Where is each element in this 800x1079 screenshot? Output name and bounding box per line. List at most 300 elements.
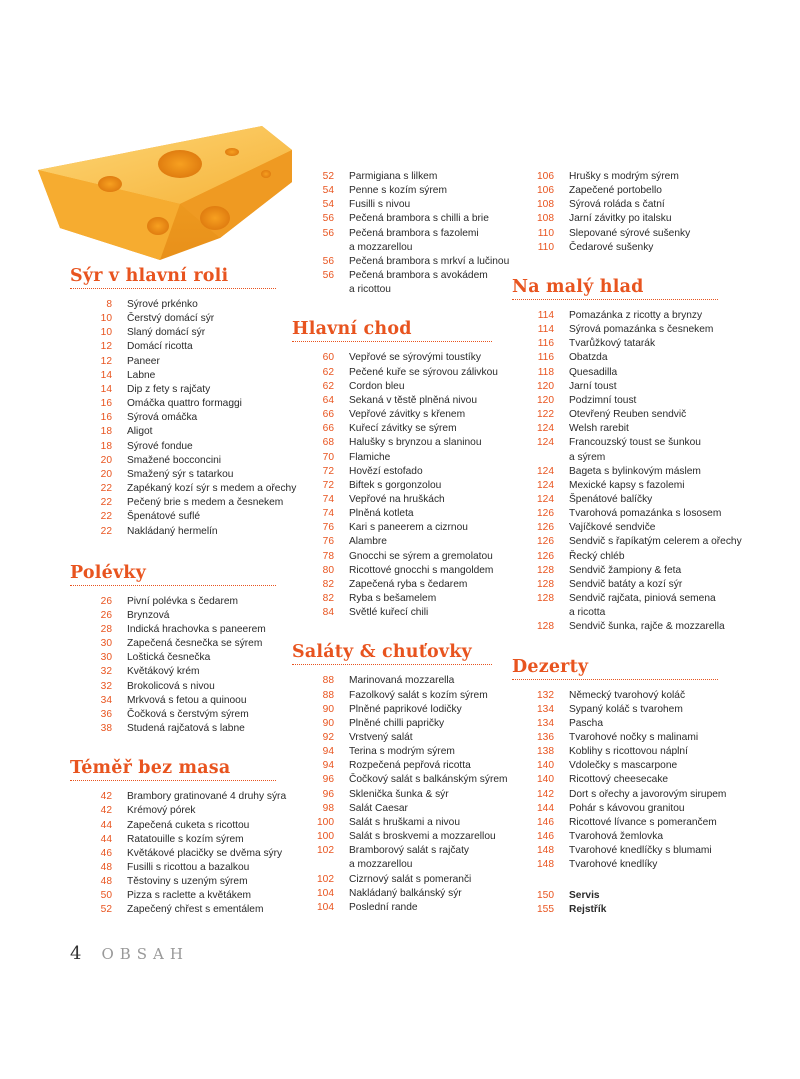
toc-entry[interactable] xyxy=(512,366,718,380)
toc-entry[interactable] xyxy=(512,507,722,521)
page-reference: 126 xyxy=(537,522,554,534)
recipe-title: Zapékaný kozí sýr s medem a ořechy xyxy=(127,483,297,495)
toc-entry[interactable] xyxy=(512,394,718,408)
toc-entry[interactable] xyxy=(512,759,718,773)
page-reference: 30 xyxy=(100,652,112,664)
toc-entry[interactable] xyxy=(512,745,718,759)
page-reference: 126 xyxy=(537,536,554,548)
recipe-title: Sýrová pomazánka s česnekem xyxy=(569,324,714,336)
toc-entry[interactable] xyxy=(292,816,492,830)
page-reference: 26 xyxy=(100,595,112,607)
page-reference: 74 xyxy=(322,508,334,520)
toc-section xyxy=(70,758,287,917)
page-reference: 122 xyxy=(537,409,554,421)
toc-entry[interactable] xyxy=(512,731,718,745)
toc-entry[interactable] xyxy=(292,408,492,422)
recipe-title: Fazolkový salát s kozím sýrem xyxy=(349,689,488,701)
page-reference: 42 xyxy=(100,791,112,803)
page-reference: 12 xyxy=(100,355,112,367)
toc-entry[interactable] xyxy=(292,759,492,773)
recipe-title: Pečený brie s medem a česnekem xyxy=(127,497,284,509)
recipe-title: Kuřecí závitky se sýrem xyxy=(349,423,457,435)
toc-entry[interactable] xyxy=(512,198,718,212)
toc-entry[interactable] xyxy=(512,816,718,830)
page-reference: 16 xyxy=(100,398,112,410)
page-reference: 54 xyxy=(322,185,334,197)
toc-entry[interactable] xyxy=(70,383,276,397)
recipe-title: Slaný domácí sýr xyxy=(127,327,206,339)
recipe-title: Parmigiana s lilkem xyxy=(349,171,438,182)
toc-entry[interactable] xyxy=(70,468,276,482)
toc-entry[interactable] xyxy=(292,887,492,901)
toc-entry[interactable] xyxy=(512,323,718,337)
toc-entry[interactable] xyxy=(70,790,287,804)
recipe-title: Brambory gratinované 4 druhy sýra xyxy=(127,791,287,803)
toc-entry[interactable] xyxy=(512,703,718,717)
toc-entry[interactable] xyxy=(512,903,718,917)
recipe-title: Salát s broskvemi a mozzarellou xyxy=(349,831,496,843)
toc-entry[interactable] xyxy=(70,355,276,369)
toc-entry[interactable] xyxy=(70,623,276,637)
toc-entry[interactable] xyxy=(292,493,492,507)
page-reference: 90 xyxy=(322,703,334,715)
page-reference: 148 xyxy=(537,859,554,871)
toc-entry[interactable] xyxy=(70,496,284,510)
recipe-title: Tvarůžkový tatarák xyxy=(569,338,656,350)
recipe-title: Quesadilla xyxy=(569,366,618,378)
page-reference: 76 xyxy=(322,522,334,534)
toc-entry[interactable] xyxy=(292,578,492,592)
toc-entry[interactable] xyxy=(512,802,718,816)
recipe-title: Brokolicová s nivou xyxy=(127,680,215,692)
toc-entry[interactable] xyxy=(292,606,492,620)
recipe-title: Brynzová xyxy=(127,609,170,621)
toc-entry[interactable] xyxy=(512,717,718,731)
toc-entry[interactable] xyxy=(292,535,492,549)
toc-entry[interactable] xyxy=(292,170,492,184)
section-heading: Téměř bez masa xyxy=(70,758,276,781)
recipe-title: Welsh rarebit xyxy=(569,423,629,435)
page-reference: 124 xyxy=(537,437,554,449)
recipe-title: Ricottové gnocchi s mangoldem xyxy=(349,564,494,576)
toc-entry[interactable] xyxy=(292,592,492,606)
toc-entry[interactable] xyxy=(70,722,276,736)
page-reference: 72 xyxy=(322,465,334,477)
page-reference: 118 xyxy=(537,366,554,378)
toc-entry[interactable] xyxy=(70,369,276,383)
page-reference: 96 xyxy=(322,788,334,800)
recipe-title: Tvarohové knedlíky xyxy=(569,859,658,871)
toc-entry[interactable] xyxy=(512,844,718,858)
recipe-title: Smažený sýr s tatarkou xyxy=(127,468,234,480)
recipe-title: Cizrnový salát s pomeranči xyxy=(349,873,472,885)
toc-entry[interactable] xyxy=(512,309,718,323)
page-reference: 124 xyxy=(537,479,554,491)
page-reference: 146 xyxy=(537,816,554,828)
recipe-title: Pečená brambora s fazolemi xyxy=(349,227,479,239)
recipe-title: Terina s modrým sýrem xyxy=(349,746,455,758)
toc-entry[interactable] xyxy=(292,241,492,255)
page-reference: 82 xyxy=(322,578,334,590)
toc-entry[interactable] xyxy=(70,595,276,609)
toc-entry[interactable] xyxy=(512,889,718,903)
toc-entry[interactable] xyxy=(70,298,276,312)
page-reference: 22 xyxy=(100,525,112,537)
page-reference: 128 xyxy=(537,621,554,633)
page-reference: 114 xyxy=(537,309,554,321)
page-reference: 96 xyxy=(322,774,334,786)
toc-entry[interactable] xyxy=(292,745,492,759)
toc-entry[interactable] xyxy=(512,436,718,450)
toc-entry[interactable] xyxy=(70,326,276,340)
toc-entry[interactable] xyxy=(512,689,718,703)
recipe-title: Sendvič batáty a kozí sýr xyxy=(569,578,683,590)
page-reference: 110 xyxy=(537,241,554,253)
toc-entry[interactable] xyxy=(70,694,276,708)
toc-entry[interactable] xyxy=(70,889,276,903)
page-reference: 138 xyxy=(537,746,554,758)
recipe-title: Plněná kotleta xyxy=(349,508,414,520)
page-reference: 54 xyxy=(322,199,334,211)
page-reference: 106 xyxy=(537,171,554,182)
recipe-title: a ricottou xyxy=(349,284,391,296)
toc-entry[interactable] xyxy=(512,521,718,535)
page-reference: 132 xyxy=(537,689,554,701)
toc-entry[interactable] xyxy=(512,337,718,351)
page-reference: 44 xyxy=(100,833,112,845)
page-reference: 20 xyxy=(100,468,112,480)
section-heading: Dezerty xyxy=(512,657,718,680)
page-reference: 62 xyxy=(322,366,334,378)
recipe-title: Ryba s bešamelem xyxy=(349,593,437,605)
toc-entry[interactable] xyxy=(512,830,718,844)
recipe-title: Tvarohová žemlovka xyxy=(569,831,663,843)
toc-entry[interactable] xyxy=(292,351,492,365)
page-reference: 56 xyxy=(322,270,334,282)
recipe-title: Vepřové závitky s křenem xyxy=(349,409,466,421)
recipe-title: Pizza s raclette a květákem xyxy=(127,890,251,902)
recipe-title: Cordon bleu xyxy=(349,380,405,392)
recipe-title: Ricottové lívance s pomerančem xyxy=(569,816,717,828)
recipe-title: Jarní toust xyxy=(569,380,617,392)
toc-entry[interactable] xyxy=(292,184,492,198)
page-reference: 114 xyxy=(537,324,554,336)
toc-column-1 xyxy=(70,266,297,918)
toc-entry[interactable] xyxy=(292,283,492,297)
recipe-title: Marinovaná mozzarella xyxy=(349,675,455,687)
page-reference: 22 xyxy=(100,483,112,495)
page-reference: 108 xyxy=(537,213,554,225)
toc-entry[interactable] xyxy=(70,861,276,875)
toc-entry[interactable] xyxy=(292,731,492,745)
recipe-title: Otevřený Reuben sendvič xyxy=(569,409,687,421)
toc-section xyxy=(292,319,498,620)
toc-entry[interactable] xyxy=(292,479,492,493)
toc-entry[interactable] xyxy=(70,440,276,454)
toc-section xyxy=(512,170,718,255)
toc-section xyxy=(292,642,508,915)
page-reference: 90 xyxy=(322,717,334,729)
toc-entry[interactable] xyxy=(70,903,276,917)
page-reference: 52 xyxy=(322,171,334,182)
toc-entry[interactable] xyxy=(292,212,492,226)
toc-entry[interactable] xyxy=(512,351,718,365)
page-reference: 88 xyxy=(322,675,334,687)
toc-entry[interactable] xyxy=(292,717,492,731)
cheese-wedge-icon xyxy=(30,108,300,268)
recipe-title: Vrstvený salát xyxy=(349,732,413,743)
page-reference: 134 xyxy=(537,703,554,715)
toc-entry[interactable] xyxy=(292,788,492,802)
page-reference: 84 xyxy=(322,607,334,619)
recipe-title: Poslední rande xyxy=(349,901,418,913)
toc-entry[interactable] xyxy=(70,680,276,694)
toc-entry[interactable] xyxy=(512,170,718,184)
toc-entry[interactable] xyxy=(512,592,718,606)
toc-entry[interactable] xyxy=(292,465,492,479)
recipe-title: Hrušky s modrým sýrem xyxy=(569,171,679,182)
toc-entry[interactable] xyxy=(292,521,492,535)
recipe-title: Servis xyxy=(569,889,600,901)
recipe-title: Čedarové sušenky xyxy=(569,241,654,253)
page-reference: 104 xyxy=(317,887,334,899)
toc-entry[interactable] xyxy=(512,422,718,436)
recipe-title: Řecký chléb xyxy=(569,550,625,562)
page-reference: 34 xyxy=(100,694,112,706)
toc-entry[interactable] xyxy=(512,620,725,634)
page-reference: 126 xyxy=(537,550,554,562)
toc-entry[interactable] xyxy=(70,847,283,861)
recipe-title: Sýrové fondue xyxy=(127,440,193,452)
toc-entry[interactable] xyxy=(512,227,718,241)
page-reference: 94 xyxy=(322,760,334,772)
recipe-title: Alambre xyxy=(349,536,387,548)
toc-entry[interactable] xyxy=(512,858,718,872)
page-reference: 68 xyxy=(322,437,334,449)
recipe-title: Paneer xyxy=(127,355,160,367)
recipe-title: Nakládaný hermelín xyxy=(127,525,218,537)
toc-entry[interactable] xyxy=(292,269,492,283)
page-reference: 56 xyxy=(322,227,334,239)
toc-entry[interactable] xyxy=(70,819,276,833)
recipe-title: Francouzský toust se šunkou xyxy=(569,437,701,449)
section-heading: Polévky xyxy=(70,563,276,586)
page-reference: 126 xyxy=(537,508,554,520)
toc-entry[interactable] xyxy=(512,564,718,578)
recipe-title: Pascha xyxy=(569,717,603,729)
toc-entry[interactable] xyxy=(70,651,276,665)
recipe-title: Květákový krém xyxy=(127,666,200,678)
toc-entry[interactable] xyxy=(70,833,276,847)
page-reference: 144 xyxy=(537,802,554,814)
page-reference: 10 xyxy=(100,313,112,325)
page-reference: 22 xyxy=(100,497,112,509)
toc-entry[interactable] xyxy=(512,380,718,394)
toc-entry[interactable] xyxy=(292,802,492,816)
toc-entry[interactable] xyxy=(292,255,510,269)
toc-entry[interactable] xyxy=(70,340,276,354)
toc-entry[interactable] xyxy=(292,844,492,858)
page-reference: 98 xyxy=(322,802,334,814)
toc-entry[interactable] xyxy=(512,550,718,564)
page-reference: 22 xyxy=(100,511,112,523)
page-reference: 148 xyxy=(537,845,554,857)
toc-section xyxy=(70,266,297,539)
toc-entry[interactable] xyxy=(292,873,492,887)
toc-entry[interactable] xyxy=(70,312,276,326)
page-reference: 120 xyxy=(537,394,554,406)
toc-entry[interactable] xyxy=(292,227,492,241)
recipe-title: Jarní závitky po italsku xyxy=(569,213,672,225)
recipe-title: Smažené bocconcini xyxy=(127,454,222,466)
recipe-title: Mrkvová s fetou a quinoou xyxy=(127,694,247,706)
page-reference: 128 xyxy=(537,593,554,605)
page-reference: 12 xyxy=(100,341,112,353)
page-label: OBSAH xyxy=(101,945,189,963)
page-reference: 108 xyxy=(537,199,554,211)
recipe-title: Nakládaný balkánský sýr xyxy=(349,887,462,899)
toc-entry[interactable] xyxy=(292,858,492,872)
toc-entry[interactable] xyxy=(512,241,718,255)
toc-entry[interactable] xyxy=(512,184,718,198)
toc-entry[interactable] xyxy=(512,606,718,620)
section-heading: Saláty & chuťovky xyxy=(292,642,492,665)
page-reference: 18 xyxy=(100,426,112,438)
toc-entry[interactable] xyxy=(512,578,718,592)
toc-entry[interactable] xyxy=(70,637,276,651)
recipe-title: Světlé kuřecí chili xyxy=(349,607,429,619)
toc-entry[interactable] xyxy=(292,830,496,844)
page-reference: 56 xyxy=(322,213,334,225)
recipe-title: Fusilli s ricottou a bazalkou xyxy=(127,862,250,873)
page-reference: 50 xyxy=(100,890,112,902)
page-reference: 140 xyxy=(537,760,554,772)
page-reference: 42 xyxy=(100,805,112,817)
toc-entry[interactable] xyxy=(512,408,718,422)
recipe-title: Pomazánka z ricotty a brynzy xyxy=(569,309,703,321)
toc-entry[interactable] xyxy=(512,535,742,549)
page-reference: 106 xyxy=(537,185,554,197)
recipe-title: Ricottový cheesecake xyxy=(569,774,669,786)
page-reference: 94 xyxy=(322,746,334,758)
toc-entry[interactable] xyxy=(70,525,276,539)
recipe-title: Biftek s gorgonzolou xyxy=(349,479,442,491)
page-reference: 92 xyxy=(322,732,334,743)
page-reference: 76 xyxy=(322,536,334,548)
recipe-title: Zapečená ryba s čedarem xyxy=(349,578,468,590)
toc-entry[interactable] xyxy=(512,212,718,226)
toc-entry[interactable] xyxy=(512,479,718,493)
page-reference: 124 xyxy=(537,465,554,477)
toc-entry[interactable] xyxy=(512,773,718,787)
page-reference: 136 xyxy=(537,732,554,743)
toc-entry[interactable] xyxy=(292,422,492,436)
toc-entry[interactable] xyxy=(292,451,492,465)
page-reference: 70 xyxy=(322,451,334,463)
toc-entry[interactable] xyxy=(70,510,276,524)
toc-entry[interactable] xyxy=(292,564,492,578)
recipe-title: Pohár s kávovou granitou xyxy=(569,802,685,814)
toc-entry[interactable] xyxy=(512,788,727,802)
page-reference: 80 xyxy=(322,564,334,576)
page-reference: 110 xyxy=(537,227,554,239)
recipe-title: Penne s kozím sýrem xyxy=(349,185,447,197)
toc-entry[interactable] xyxy=(292,703,492,717)
recipe-title: Tvarohové knedlíčky s blumami xyxy=(569,845,712,857)
page-reference: 82 xyxy=(322,593,334,605)
toc-entry[interactable] xyxy=(292,507,492,521)
toc-entry[interactable] xyxy=(292,366,498,380)
toc-column-2 xyxy=(292,170,510,915)
toc-entry[interactable] xyxy=(70,397,276,411)
page-reference: 140 xyxy=(537,774,554,786)
recipe-title: Plněné chilli papričky xyxy=(349,717,445,729)
toc-entry[interactable] xyxy=(292,674,492,688)
recipe-title: a mozzarellou xyxy=(349,241,413,253)
recipe-title: Sýrové prkénko xyxy=(127,299,198,310)
toc-entry[interactable] xyxy=(70,425,276,439)
toc-entry[interactable] xyxy=(292,773,508,787)
page-reference: 8 xyxy=(106,299,112,310)
recipe-title: Podzimní toust xyxy=(569,394,637,406)
toc-entry[interactable] xyxy=(512,465,718,479)
recipe-title: Pivní polévka s čedarem xyxy=(127,595,238,607)
page-reference: 104 xyxy=(317,901,334,913)
recipe-title: Salát s hruškami a nivou xyxy=(349,816,460,828)
toc-entry[interactable] xyxy=(292,689,492,703)
toc-entry[interactable] xyxy=(70,454,276,468)
page-reference: 14 xyxy=(100,383,112,395)
toc-section xyxy=(70,563,276,737)
toc-entry[interactable] xyxy=(70,482,297,496)
page-reference: 30 xyxy=(100,638,112,650)
toc-entry[interactable] xyxy=(70,665,276,679)
page-reference: 134 xyxy=(537,717,554,729)
toc-entry[interactable] xyxy=(70,609,276,623)
toc-section xyxy=(512,276,742,635)
toc-entry[interactable] xyxy=(292,380,492,394)
toc-entry[interactable] xyxy=(512,451,718,465)
recipe-title: Omáčka quattro formaggi xyxy=(127,398,242,410)
recipe-title: Pečená brambora s mrkví a lučinou xyxy=(349,255,510,267)
toc-entry[interactable] xyxy=(292,198,492,212)
toc-entry[interactable] xyxy=(70,411,276,425)
toc-entry[interactable] xyxy=(70,804,276,818)
recipe-title: Sendvič s řapíkatým celerem a ořechy xyxy=(569,536,742,548)
page-reference: 48 xyxy=(100,862,112,873)
page-reference: 38 xyxy=(100,723,112,735)
toc-entry[interactable] xyxy=(70,875,276,889)
page-reference: 128 xyxy=(537,578,554,590)
recipe-title: Čočková s čerstvým sýrem xyxy=(127,708,249,720)
toc-entry[interactable] xyxy=(292,901,492,915)
recipe-title: Pečené kuře se sýrovou zálivkou xyxy=(349,366,498,378)
page-reference: 102 xyxy=(317,873,334,885)
recipe-title: Dort s ořechy a javorovým sirupem xyxy=(569,788,727,800)
recipe-title: Zapečený chřest s ementálem xyxy=(127,904,264,916)
recipe-title: Pečená brambora s avokádem xyxy=(349,270,488,282)
toc-entry[interactable] xyxy=(292,394,492,408)
toc-entry[interactable] xyxy=(70,708,276,722)
toc-entry[interactable] xyxy=(292,550,492,564)
toc-entry[interactable] xyxy=(512,493,718,507)
page-reference: 52 xyxy=(100,904,112,916)
recipe-title: Koblihy s ricottovou náplní xyxy=(569,746,688,758)
page-reference: 14 xyxy=(100,369,112,381)
page-reference: 16 xyxy=(100,412,112,424)
recipe-title: Zapečené portobello xyxy=(569,185,662,197)
toc-entry[interactable] xyxy=(292,436,492,450)
